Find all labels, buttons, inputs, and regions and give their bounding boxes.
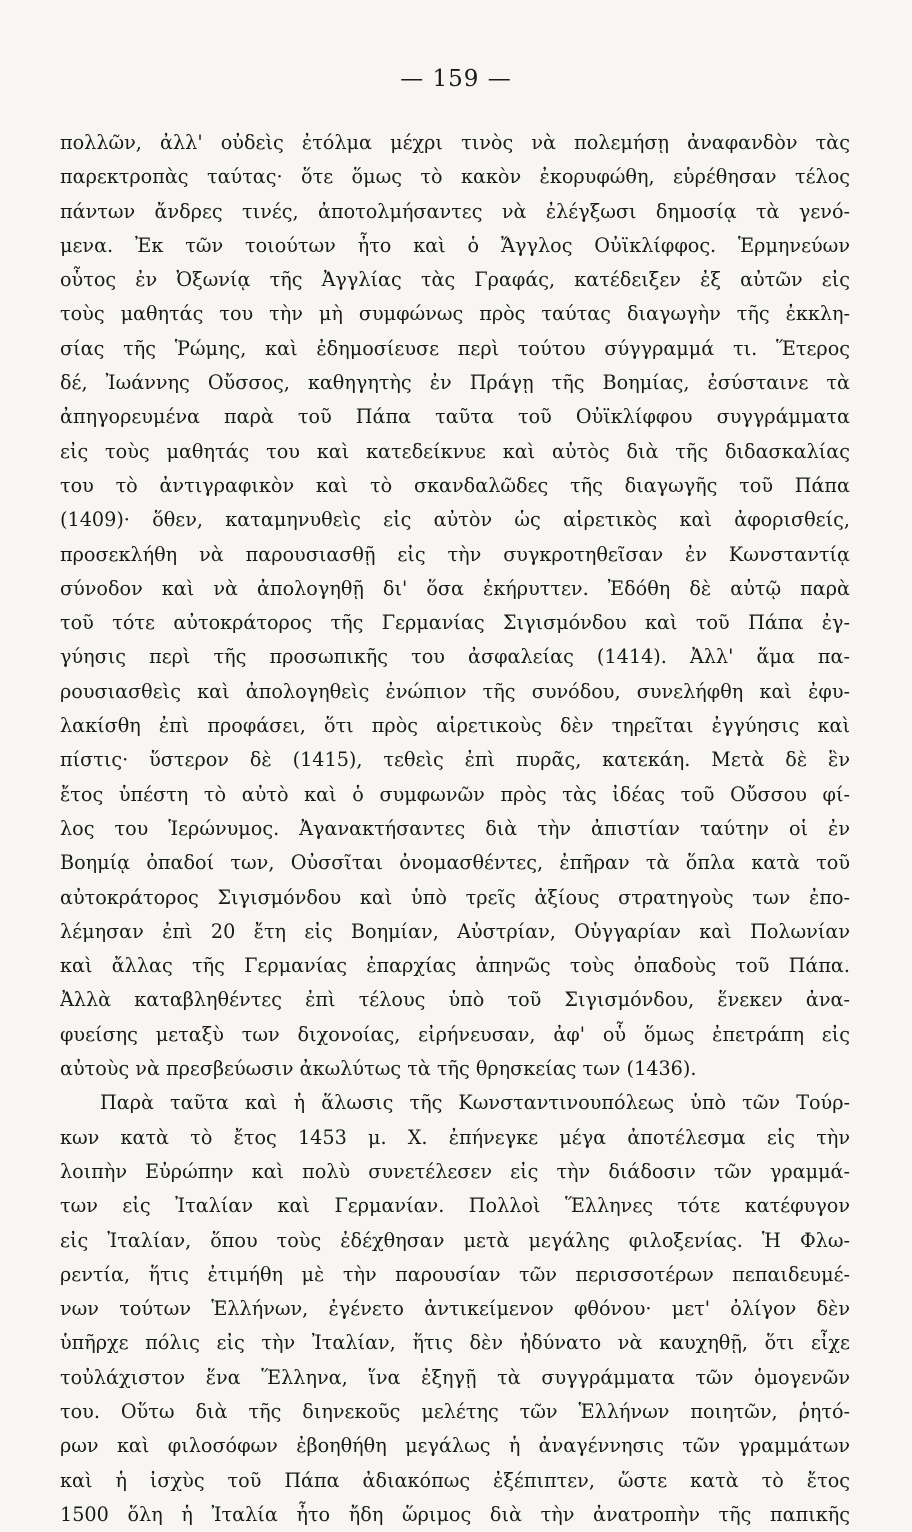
page-text [60, 126, 850, 1532]
text-line: δέ, Ἰωάννης Οὔσσος, καθηγητὴς ἐν Πράγῃ τῆς Βοημίας, ἐσύσταινε τὰ [60, 371, 850, 395]
text-line: οὗτος ἐν Ὀξωνίᾳ τῆς Ἀγγλίας τὰς Γραφάς, κατέδειξεν ἐξ αὐτῶν εἰς [60, 268, 850, 292]
text-line: πάντων ἄνδρες τινές, ἀποτολμήσαντες νὰ ἐλέγξωσι δημοσίᾳ τὰ γενό- [60, 199, 850, 223]
text-line: πίστις· ὕστερον δὲ (1415), τεθεὶς ἐπὶ πυρᾶς, κατεκάη. Μετὰ δὲ ἓν [60, 748, 850, 772]
text-line: φυείσης μεταξὺ των διχονοίας, εἰρήνευσαν, ἀφ' οὗ ὅμως ἐπετράπη εἰς [60, 1022, 850, 1046]
text-line: ρεντία, ἥτις ἐτιμήθη μὲ τὴν παρουσίαν τῶν περισσοτέρων πεπαιδευμέ- [60, 1262, 850, 1286]
text-line: των εἰς Ἰταλίαν καὶ Γερμανίαν. Πολλοὶ Ἕλληνες τότε κατέφυγον [60, 1194, 850, 1218]
text-line: ρων καὶ φιλοσόφων ἐβοηθήθη μεγάλως ἡ ἀναγέννησις τῶν γραμμάτων [60, 1434, 850, 1458]
text-line: καὶ ἡ ἰσχὺς τοῦ Πάπα ἀδιακόπως ἐξέπιπτεν, ὥστε κατὰ τὸ ἔτος [60, 1468, 850, 1492]
text-line: νων τούτων Ἑλλήνων, ἐγένετο ἀντικείμενον φθόνου· μετ' ὀλίγον δὲν [60, 1297, 850, 1321]
text-line: ὑπῆρχε πόλις εἰς τὴν Ἰταλίαν, ἥτις δὲν ἠδύνατο νὰ καυχηθῇ, ὅτι εἶχε [60, 1331, 850, 1355]
text-line: τοὺς μαθητάς του τὴν μὴ συμφώνως πρὸς ταύτας διαγωγὴν τῆς ἐκκλη- [60, 302, 850, 326]
text-line: προσεκλήθη νὰ παρουσιασθῇ εἰς τὴν συγκροτηθεῖσαν ἐν Κωνσταντίᾳ [60, 542, 850, 566]
text-line: Ἀλλὰ καταβληθέντες ἐπὶ τέλους ὑπὸ τοῦ Σιγισμόνδου, ἕνεκεν ἀνα- [60, 988, 850, 1012]
text-line: μενα. Ἐκ τῶν τοιούτων ἦτο καὶ ὁ Ἄγγλος Οὐϊκλίφφος. Ἑρμηνεύων [60, 233, 850, 257]
paragraph-2 [60, 1086, 850, 1532]
text-line: παρεκτροπὰς ταύτας· ὅτε ὅμως τὸ κακὸν ἐκορυφώθη, εὑρέθησαν τέλος [60, 165, 850, 189]
text-line: του τὸ ἀντιγραφικὸν καὶ τὸ σκανδαλῶδες τῆς διαγωγῆς τοῦ Πάπα [60, 473, 850, 497]
text-line: ἔτος ὑπέστη τὸ αὐτὸ καὶ ὁ συμφωνῶν πρὸς τὰς ἰδέας τοῦ Οὔσσου φί- [60, 782, 850, 806]
text-line: εἰς Ἰταλίαν, ὅπου τοὺς ἐδέχθησαν μετὰ μεγάλης φιλοξενίας. Ἡ Φλω- [60, 1228, 850, 1252]
text-line: τοὐλάχιστον ἕνα Ἕλληνα, ἵνα ἐξηγῇ τὰ συγγράμματα τῶν ὁμογενῶν [60, 1365, 850, 1389]
text-line: λοιπὴν Εὐρώπην καὶ πολὺ συνετέλεσεν εἰς τὴν διάδοσιν τῶν γραμμά- [60, 1159, 850, 1183]
text-line: 1500 ὅλη ἡ Ἰταλία ἦτο ἤδη ὥριμος διὰ τὴν ἀνατροπὴν τῆς παπικῆς [60, 1502, 850, 1526]
text-line: Βοημίᾳ ὀπαδοί των, Οὐσσῖται ὀνομασθέντες, ἐπῆραν τὰ ὅπλα κατὰ τοῦ [60, 851, 850, 875]
text-line: Παρὰ ταῦτα καὶ ἡ ἅλωσις τῆς Κωνσταντινουπόλεως ὑπὸ τῶν Τούρ- [100, 1091, 850, 1115]
text-line: εἰς τοὺς μαθητάς του καὶ κατεδείκνυε καὶ αὐτὸς διὰ τῆς διδασκαλίας [60, 439, 850, 463]
paragraph-1 [60, 126, 850, 1086]
text-line: πολλῶν, ἀλλ' οὐδεὶς ἐτόλμα μέχρι τινὸς νὰ πολεμήσῃ ἀναφανδὸν τὰς [60, 131, 850, 154]
text-line: του. Οὕτω διὰ τῆς διηνεκοῦς μελέτης τῶν Ἑλλήνων ποιητῶν, ῥητό- [60, 1399, 850, 1423]
text-line: λος του Ἱερώνυμος. Ἀγανακτήσαντες διὰ τὴν ἀπιστίαν ταύτην οἱ ἐν [60, 816, 850, 840]
text-line: αὐτοὺς νὰ πρεσβεύωσιν ἀκωλύτως τὰ τῆς θρησκείας των (1436). [60, 1057, 697, 1081]
text-line: λέμησαν ἐπὶ 20 ἔτη εἰς Βοημίαν, Αὐστρίαν, Οὑγγαρίαν καὶ Πολωνίαν [60, 919, 850, 943]
text-line: (1409)· ὅθεν, καταμηνυθεὶς εἰς αὐτὸν ὡς αἱρετικὸς καὶ ἀφορισθείς, [60, 508, 850, 532]
text-line: αὐτοκράτορος Σιγισμόνδου καὶ ὑπὸ τρεῖς ἀξίους στρατηγοὺς των ἐπο- [60, 885, 850, 909]
text-line: ἀπηγορευμένα παρὰ τοῦ Πάπα ταῦτα τοῦ Οὐϊκλίφφου συγγράμματα [60, 405, 850, 429]
text-line: σίας τῆς Ῥώμης, καὶ ἐδημοσίευσε περὶ τούτου σύγγραμμά τι. Ἕτερος [60, 336, 850, 360]
text-line: τοῦ τότε αὐτοκράτορος τῆς Γερμανίας Σιγισμόνδου καὶ τοῦ Πάπα ἐγ- [60, 611, 850, 635]
text-line: καὶ ἄλλας τῆς Γερμανίας ἐπαρχίας ἀπηνῶς τοὺς ὀπαδοὺς τοῦ Πάπα. [60, 954, 850, 978]
text-line: κων κατὰ τὸ ἔτος 1453 μ. Χ. ἐπήνεγκε μέγα ἀποτέλεσμα εἰς τὴν [60, 1125, 850, 1149]
text-line: σύνοδον καὶ νὰ ἀπολογηθῇ δι' ὅσα ἐκήρυττεν. Ἐδόθη δὲ αὐτῷ παρὰ [60, 576, 850, 600]
text-line: γύησις περὶ τῆς προσωπικῆς του ἀσφαλείας (1414). Ἀλλ' ἅμα πα- [60, 645, 850, 669]
text-line: ρουσιασθεὶς καὶ ἀπολογηθεὶς ἐνώπιον τῆς συνόδου, συνελήφθη καὶ ἐφυ- [60, 679, 850, 703]
page-number: — 159 — [400, 66, 512, 92]
text-line: λακίσθη ἐπὶ προφάσει, ὅτι πρὸς αἱρετικοὺς δὲν τηρεῖται ἐγγύησις καὶ [60, 714, 850, 738]
